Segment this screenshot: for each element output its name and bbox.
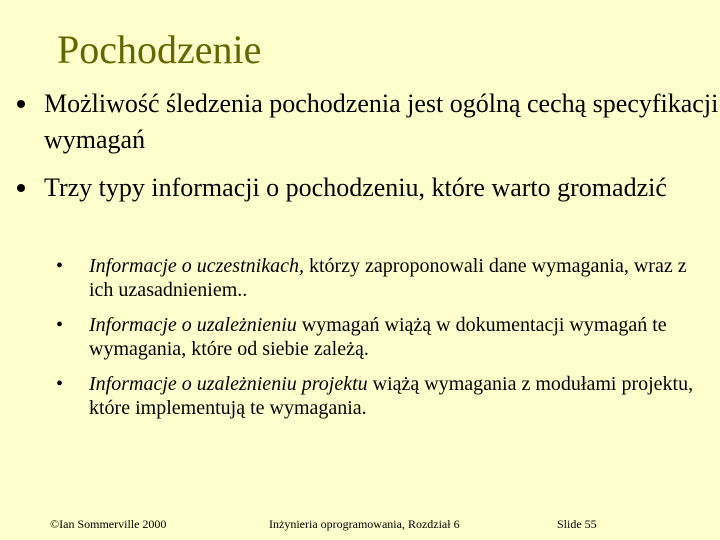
bullet-dot — [17, 100, 25, 108]
sub-bullet-text — [89, 372, 709, 420]
sub-bullet-dot: • — [56, 373, 64, 395]
sub-bullet-rest: wymagań wiążą w dokumentacji wymagań te wymagania, które od siebie zależą. — [89, 314, 667, 360]
bullet-dot — [17, 184, 25, 192]
sub-bullet-text — [89, 254, 709, 302]
bullet-text: Trzy typy informacji o pochodzeniu, które warto gromadzić — [44, 173, 667, 202]
footer-copyright: ©Ian Sommerville 2000 — [50, 517, 167, 531]
sub-bullet-dot: • — [56, 314, 64, 336]
sub-bullet-emphasis: Informacje o uzależnieniu projektu — [89, 373, 368, 395]
sub-bullet-emphasis: Informacje o uczestnikach, — [89, 255, 304, 277]
bullet-text: Możliwość śledzenia pochodzenia jest ogólną cechą specyfikacji wymagań — [44, 89, 719, 154]
sub-bullet-rest: wiążą wymagania z modułami projektu, które implementują te wymagania. — [89, 373, 694, 419]
slide-title: Pochodzenie — [57, 27, 262, 72]
sub-bullet-text — [89, 313, 709, 361]
footer-slide-number: Slide 55 — [557, 517, 597, 531]
sub-bullet-dot: • — [56, 255, 64, 277]
sub-bullet-rest: którzy zaproponowali dane wymagania, wraz z ich uzasadnieniem.. — [89, 255, 687, 301]
sub-bullet-emphasis: Informacje o uzależnieniu — [89, 314, 297, 336]
footer-course: Inżynieria oprogramowania, Rozdział 6 — [269, 517, 460, 531]
